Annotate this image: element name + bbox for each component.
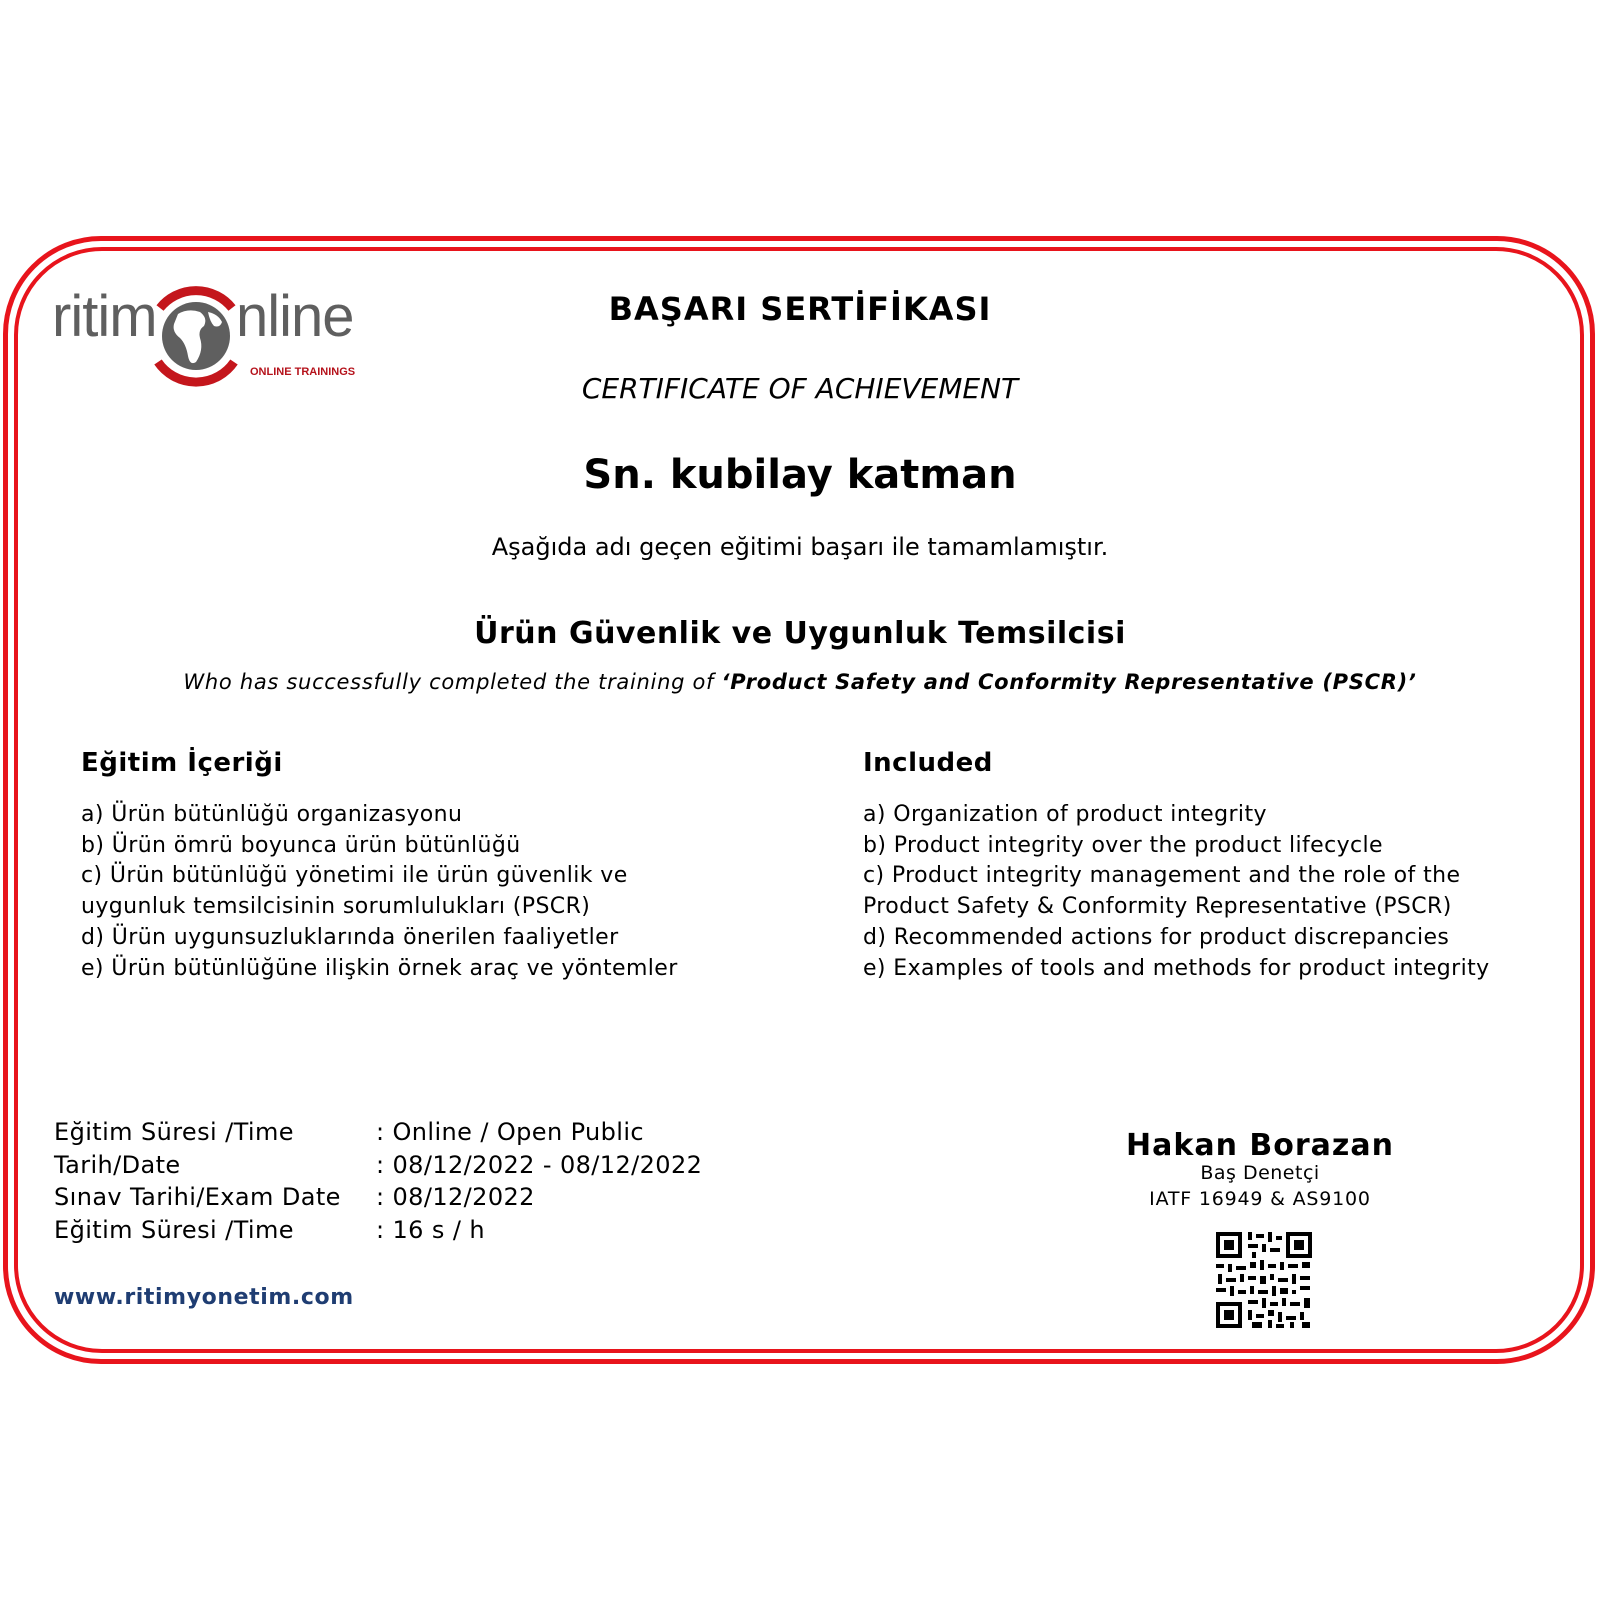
detail-value: : 16 s / h [376,1215,485,1244]
contents-en-heading: Included [863,748,993,778]
signer-title: Baş Denetçi [1200,1162,1320,1184]
list-item: d) Ürün uygunsuzluklarında önerilen faaliyetler [81,924,619,950]
list-item: a) Organization of product integrity [863,802,1267,827]
detail-row-duration [54,1216,702,1249]
detail-value: : Online / Open Public [376,1118,645,1146]
detail-label: Eğitim Süresi /Time [54,1215,294,1244]
detail-row-date [54,1151,702,1184]
logo-tagline: ONLINE TRAININGS [250,366,356,378]
logo-word-right: nline [236,284,354,349]
list-item: b) Ürün ömrü boyunca ürün bütünlüğü [81,832,521,858]
detail-value: : 08/12/2022 - 08/12/2022 [376,1150,703,1179]
detail-label: Sınav Tarihi/Exam Date [54,1183,341,1211]
list-item: c) Product integrity management and the role of the [863,863,1461,889]
signer-name: Hakan Borazan [1126,1128,1394,1163]
list-item: uygunluk temsilcisinin sorumlulukları (PSCR) [81,894,591,920]
website-link[interactable]: www.ritimyonetim.com [54,1285,354,1310]
list-item: e) Examples of tools and methods for product integrity [863,955,1490,981]
detail-label: Tarih/Date [54,1150,181,1179]
course-statement-prefix: Who has successfully completed the training of [183,670,722,694]
contents-en-section [863,748,1563,984]
contents-en-list [863,800,1563,984]
detail-value: : 08/12/2022 [376,1183,535,1211]
detail-row-exam-date [54,1183,702,1216]
course-statement-en [0,670,1600,694]
contents-tr-section [81,748,781,984]
completion-statement-tr: Aşağıda adı geçen eğitimi başarı ile tamamlamıştır. [491,533,1109,561]
contents-tr-list [81,800,781,984]
list-item: c) Ürün bütünlüğü yönetimi ile ürün güvenlik ve [81,863,628,889]
certificate-title-en: CERTIFICATE OF ACHIEVEMENT [581,372,1019,405]
contents-tr-heading: Eğitim İçeriği [81,748,283,778]
logo-word-left: ritim [52,284,157,349]
recipient-name: Sn. kubilay katman [583,452,1017,498]
detail-row-format [54,1118,702,1151]
course-title-tr: Ürün Güvenlik ve Uygunluk Temsilcisi [474,616,1126,651]
certificate-title-tr: BAŞARI SERTİFİKASI [608,290,992,328]
signer-certification: IATF 16949 & AS9100 [1149,1188,1371,1210]
detail-label: Eğitim Süresi /Time [54,1118,294,1146]
course-title-en: ‘Product Safety and Conformity Representative (PSCR)’ [721,670,1417,694]
qr-code-icon [1214,1230,1314,1330]
list-item: b) Product integrity over the product lifecycle [863,832,1383,858]
list-item: e) Ürün bütünlüğüne ilişkin örnek araç ve yöntemler [81,955,678,981]
training-details [54,1118,702,1248]
list-item: d) Recommended actions for product discrepancies [863,924,1450,950]
list-item: Product Safety & Conformity Representative (PSCR) [863,894,1452,920]
list-item: a) Ürün bütünlüğü organizasyonu [81,802,463,827]
